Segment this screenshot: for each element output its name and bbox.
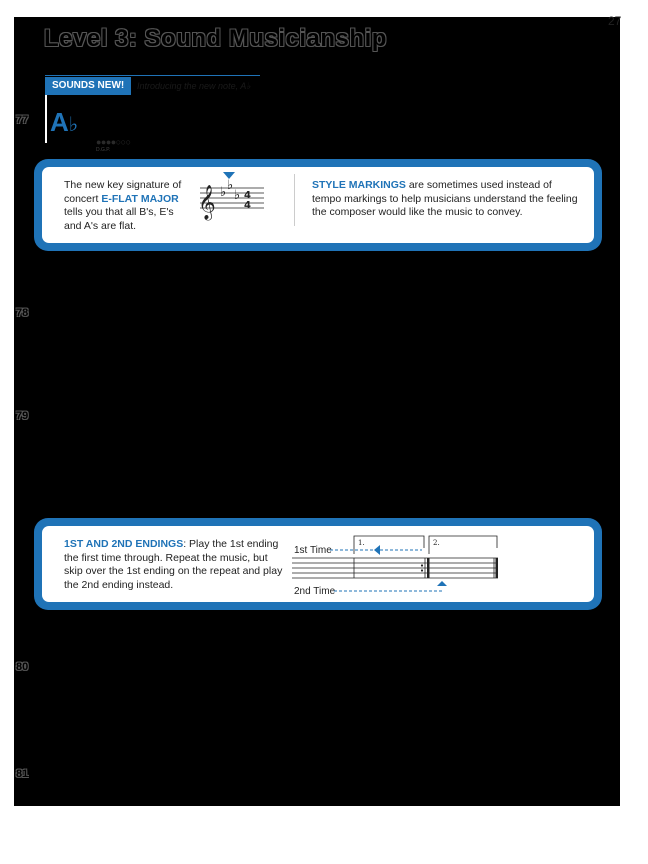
endings-rest: : Play the 1st ending bbox=[183, 538, 279, 550]
second-time-label: 2nd Time bbox=[294, 586, 336, 597]
style-markings-line bbox=[312, 179, 587, 193]
first-ending-label: 1. bbox=[358, 539, 365, 547]
key-signature-line bbox=[64, 193, 214, 207]
fingering-chart: ●●●●○○○ bbox=[96, 137, 131, 147]
exercise-number: 79 bbox=[16, 410, 29, 422]
info-box-endings bbox=[34, 518, 602, 610]
second-ending-label: 2. bbox=[433, 539, 440, 547]
flat-icon: ♭ bbox=[220, 185, 227, 200]
endings-line: skip over the 1st ending on the repeat and play bbox=[64, 565, 283, 577]
endings-text bbox=[64, 538, 299, 592]
style-markings-line: the composer would like the music to convey. bbox=[312, 206, 523, 218]
style-markings-line: tempo markings to help musicians understand the feeling bbox=[312, 192, 578, 205]
key-signature-staff bbox=[194, 168, 270, 228]
endings-line bbox=[64, 538, 299, 552]
sounds-new-tag: SOUNDS NEW! bbox=[45, 77, 131, 95]
arrow-icon bbox=[374, 545, 380, 555]
style-markings-rest: are sometimes used instead of bbox=[405, 179, 552, 191]
flat-icon: ♭ bbox=[234, 188, 241, 203]
style-markings-text bbox=[312, 179, 587, 220]
page-number: 27 bbox=[608, 14, 622, 28]
flat-icon: ♭ bbox=[68, 114, 79, 136]
exercise-number: 78 bbox=[16, 307, 29, 319]
sounds-new-subtitle: Introducing the new note, A♭ bbox=[137, 81, 251, 91]
exercise-number: 77 bbox=[16, 114, 29, 126]
endings-line: the 2nd ending instead. bbox=[64, 578, 174, 591]
time-signature-icon: 4 bbox=[244, 200, 251, 211]
key-signature-text bbox=[64, 179, 214, 233]
endings-line: the first time through. Repeat the music, but bbox=[64, 551, 268, 564]
key-signature-name: E-FLAT MAJOR bbox=[101, 192, 179, 205]
fingering-label: D.G.P. bbox=[96, 147, 111, 153]
key-signature-line: The new key signature of bbox=[64, 179, 182, 191]
first-time-label: 1st Time bbox=[294, 545, 332, 556]
time-signature-icon: 4 bbox=[244, 190, 251, 201]
sounds-new-bar bbox=[45, 75, 260, 95]
key-signature-line: tells you that all B's, E's bbox=[64, 206, 174, 218]
page-title: Level 3: Sound Musicianship bbox=[44, 25, 387, 52]
endings-heading: 1ST AND 2ND ENDINGS bbox=[64, 538, 184, 550]
arrow-icon bbox=[437, 581, 447, 586]
treble-clef-icon: 𝄞 bbox=[198, 185, 216, 220]
endings-diagram bbox=[292, 534, 512, 598]
info-box-inner bbox=[42, 526, 594, 602]
key-signature-line: and A's are flat. bbox=[64, 219, 137, 232]
exercise-number: 81 bbox=[16, 768, 29, 780]
key-signature-prefix: concert bbox=[64, 192, 102, 205]
box-divider bbox=[294, 174, 295, 226]
flat-icon: ♭ bbox=[227, 178, 234, 193]
note-divider-line bbox=[45, 95, 47, 143]
info-box-key-signature bbox=[34, 159, 602, 251]
music-book-page bbox=[14, 17, 620, 806]
new-note-name bbox=[50, 109, 78, 138]
info-box-inner bbox=[42, 167, 594, 243]
style-markings-heading: STYLE MARKINGS bbox=[312, 179, 406, 191]
exercise-number: 80 bbox=[16, 661, 29, 673]
note-letter: A bbox=[50, 107, 69, 137]
